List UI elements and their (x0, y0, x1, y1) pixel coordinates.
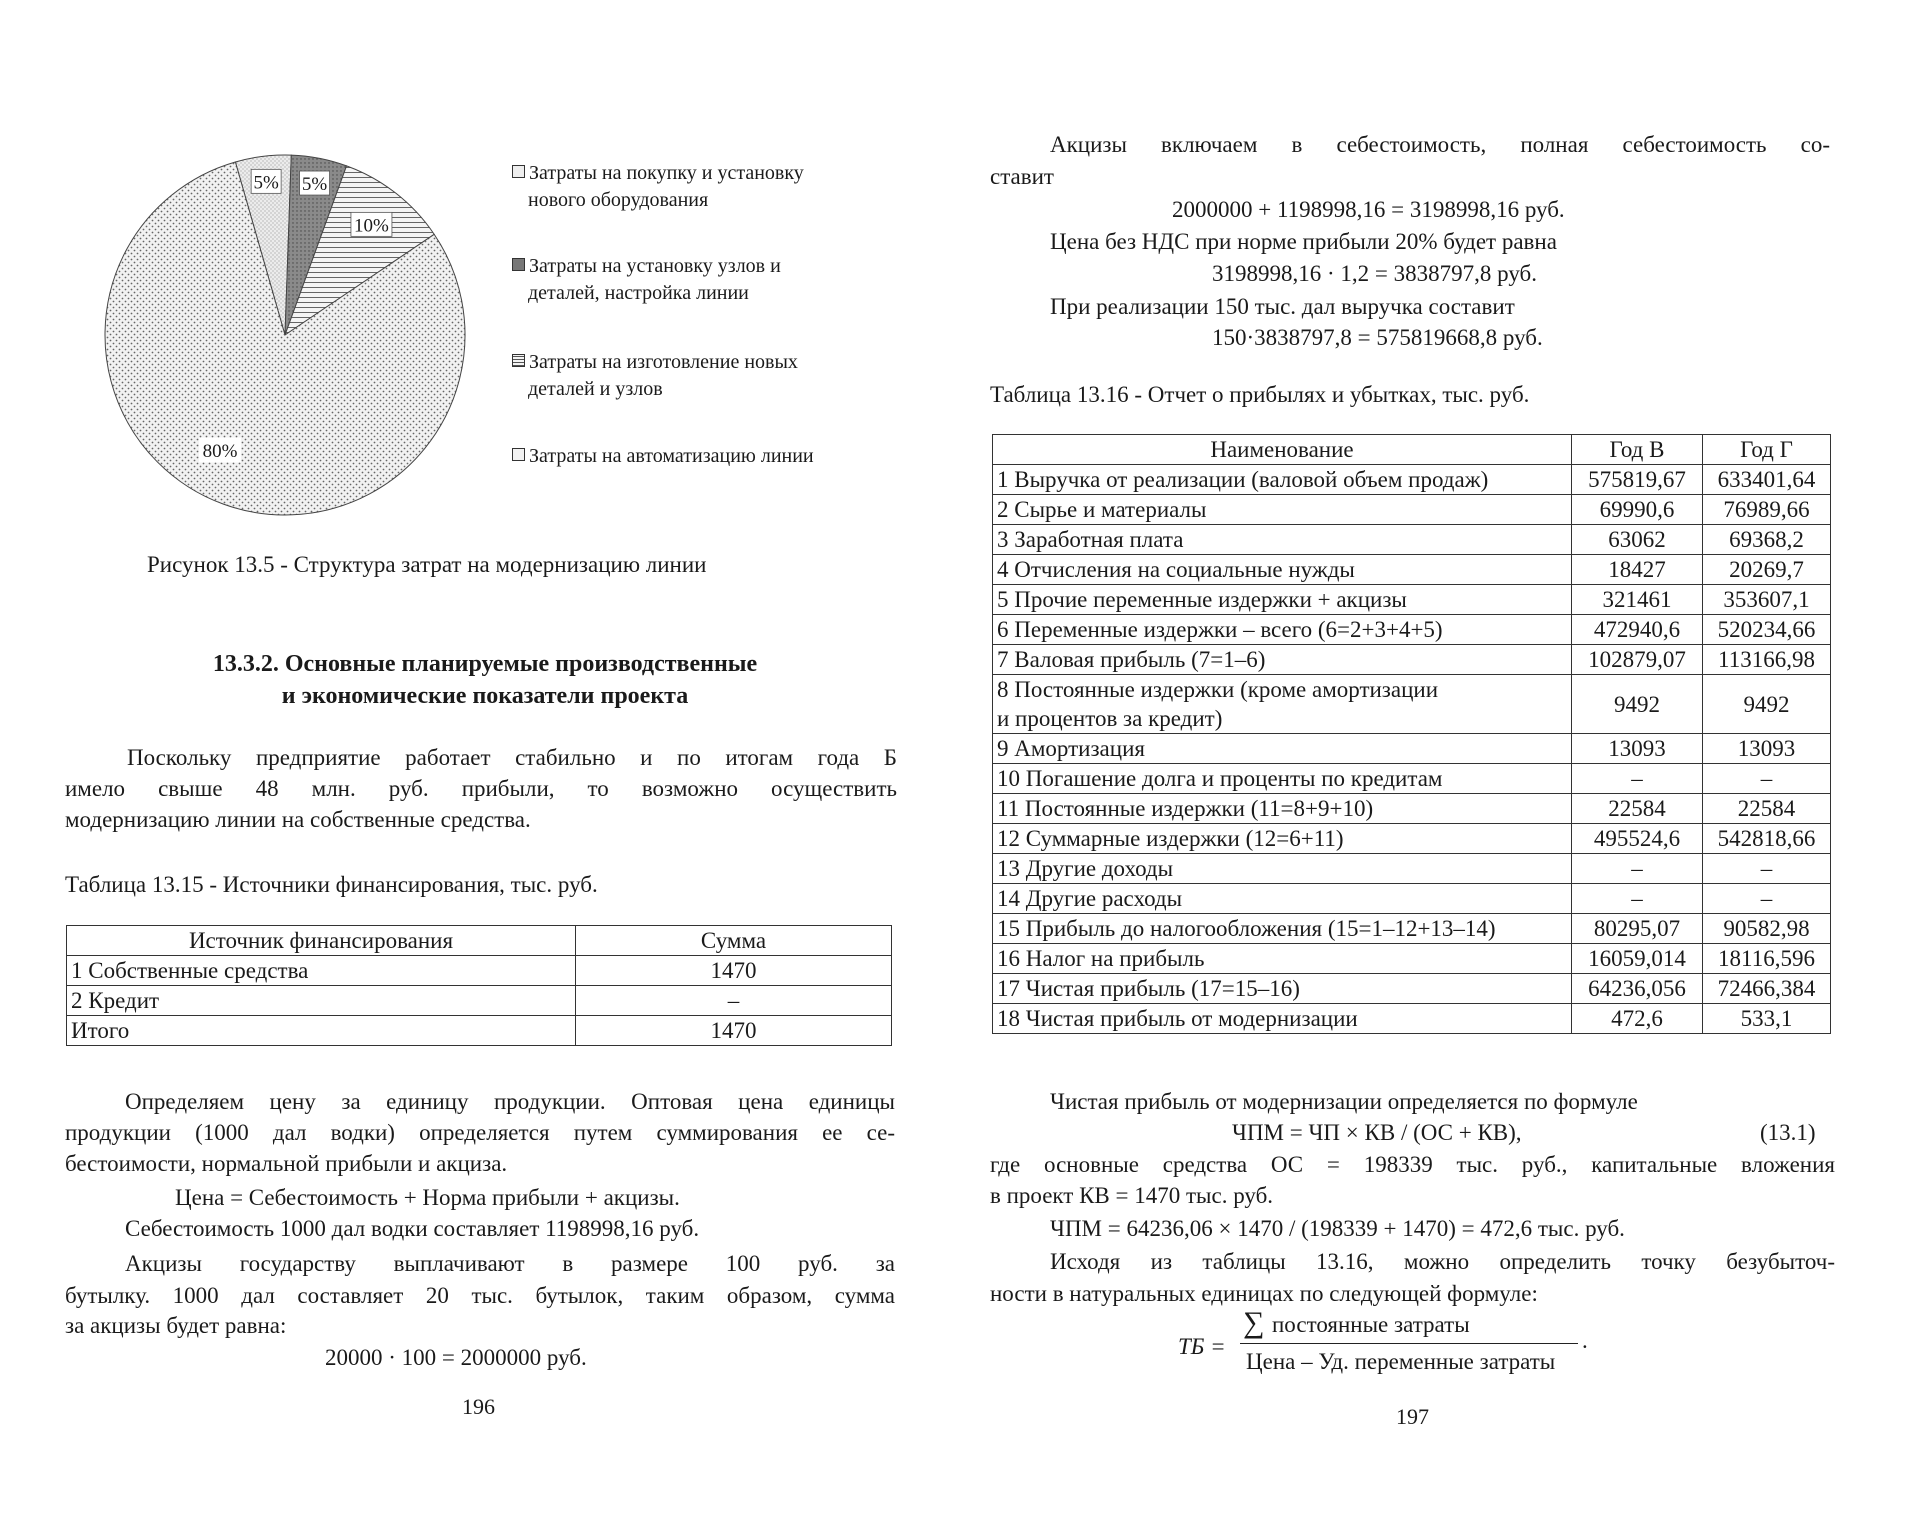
financing-sources-table (66, 925, 892, 1046)
legend-label: Затраты на автоматизацию линии (529, 445, 814, 467)
table-row (993, 734, 1831, 764)
table-cell: 10 Погашение долга и проценты по кредитам (993, 764, 1572, 794)
fraction-bar (1240, 1343, 1578, 1344)
paragraph-line: Цена без НДС при норме прибыли 20% будет равна (1050, 229, 1557, 254)
paragraph-line: бутылку. 1000 дал составляет 20 тыс. бутылок, таким образом, сумма (65, 1283, 895, 1308)
legend-label: Затраты на изготовление новых (529, 351, 798, 373)
section-heading (60, 648, 910, 712)
table-row (993, 854, 1831, 884)
table-cell: 80295,07 (1572, 914, 1703, 944)
table-cell: 13093 (1703, 734, 1831, 764)
figure-caption: Рисунок 13.5 - Структура затрат на модернизацию линии (147, 552, 707, 577)
column-header: Наименование (993, 435, 1572, 465)
table-cell: 9 Амортизация (993, 734, 1572, 764)
formula-line: 3198998,16 · 1,2 = 3838797,8 руб. (1212, 261, 1537, 286)
table-cell: 575819,67 (1572, 465, 1703, 495)
table-row (993, 675, 1831, 734)
paragraph-line: бестоимости, нормальной прибыли и акциза. (65, 1151, 508, 1176)
table-row (993, 615, 1831, 645)
paragraph-line: Определяем цену за единицу продукции. Оптовая цена единицы (125, 1089, 895, 1114)
table-cell: 113166,98 (1703, 645, 1831, 675)
legend-swatch (512, 258, 525, 271)
pie-label: 5% (301, 174, 328, 196)
table-cell: 1 Собственные средства (67, 956, 576, 986)
pie-slices (105, 155, 465, 515)
table-cell: 5 Прочие переменные издержки + акцизы (993, 585, 1572, 615)
table-cell: 12 Суммарные издержки (12=6+11) (993, 824, 1572, 854)
paragraph-line: ности в натуральных единицах по следующей формуле: (990, 1281, 1538, 1306)
table-cell: 18 Чистая прибыль от модернизации (993, 1004, 1572, 1034)
table-row (993, 585, 1831, 615)
table-cell: 353607,1 (1703, 585, 1831, 615)
formula-numerator: постоянные затраты (1272, 1312, 1470, 1337)
table-row (993, 884, 1831, 914)
paragraph-line: Акцизы включаем в себестоимость, полная себестоимость со- (1050, 132, 1830, 157)
page-number: 196 (462, 1394, 495, 1419)
section-heading-line: 13.3.2. Основные планируемые производственные (212, 651, 758, 677)
table-cell: 64236,056 (1572, 974, 1703, 1004)
table-cell: 13 Другие доходы (993, 854, 1572, 884)
paragraph-line: ставит (990, 164, 1054, 189)
formula-end: . (1582, 1328, 1588, 1353)
formula-number: (13.1) (1760, 1120, 1816, 1145)
table-row (993, 1004, 1831, 1034)
paragraph-line: При реализации 150 тыс. дал выручка составит (1050, 294, 1515, 319)
column-header: Год В (1572, 435, 1703, 465)
table-cell: 15 Прибыль до налогообложения (15=1–12+13–14) (993, 914, 1572, 944)
table-cell: 7 Валовая прибыль (7=1–6) (993, 645, 1572, 675)
table-header-row (993, 435, 1831, 465)
table-cell: 542818,66 (1703, 824, 1831, 854)
table-cell: – (1572, 764, 1703, 794)
table-cell: 16 Налог на прибыль (993, 944, 1572, 974)
legend-item-equipment (512, 160, 804, 214)
paragraph-line: модернизацию линии на собственные средства. (65, 807, 531, 832)
paragraph-line: Чистая прибыль от модернизации определяется по формуле (1050, 1089, 1638, 1114)
table-cell-line: и процентов за кредит) (997, 706, 1223, 731)
table-title: Таблица 13.16 - Отчет о прибылях и убытках, тыс. руб. (990, 382, 1530, 407)
table-cell: 63062 (1572, 525, 1703, 555)
formula-lhs: ТБ = (1178, 1334, 1226, 1359)
table-cell: 18427 (1572, 555, 1703, 585)
table-row (993, 525, 1831, 555)
table-cell: 1 Выручка от реализации (валовой объем продаж) (993, 465, 1572, 495)
table-cell: – (1572, 884, 1703, 914)
table-row (993, 914, 1831, 944)
cost-structure-pie-chart (100, 150, 470, 520)
table-cell: 13093 (1572, 734, 1703, 764)
table-row (993, 764, 1831, 794)
table-cell: 22584 (1703, 794, 1831, 824)
table-cell: 102879,07 (1572, 645, 1703, 675)
formula-line: 2000000 + 1198998,16 = 3198998,16 руб. (1172, 197, 1565, 222)
column-header: Сумма (576, 926, 892, 956)
right-page (950, 0, 1905, 1533)
table-cell: – (1703, 854, 1831, 884)
table-cell: 9492 (1572, 675, 1703, 734)
formula-line: ЧПМ = 64236,06 × 1470 / (198339 + 1470) = 472,6 тыс. руб. (1050, 1216, 1625, 1241)
legend-swatch (512, 165, 525, 178)
table-cell: – (1703, 884, 1831, 914)
formula-excise: 20000 · 100 = 2000000 руб. (325, 1345, 587, 1370)
table-row (67, 986, 892, 1016)
pie-label: 10% (354, 215, 389, 237)
table-cell: 9492 (1703, 675, 1831, 734)
pie-label: 5% (253, 172, 279, 194)
table-cell: Итого (67, 1016, 576, 1046)
legend-label: деталей и узлов (528, 378, 663, 400)
formula-line: ЧПМ = ЧП × КВ / (ОС + КВ), (1232, 1120, 1522, 1145)
table-cell: 11 Постоянные издержки (11=8+9+10) (993, 794, 1572, 824)
table-title: Таблица 13.15 - Источники финансирования, тыс. руб. (65, 872, 598, 897)
table-cell: 633401,64 (1703, 465, 1831, 495)
table-cell: 20269,7 (1703, 555, 1831, 585)
profit-loss-table (992, 434, 1831, 1034)
table-row (993, 974, 1831, 1004)
paragraph-line: в проект КВ = 1470 тыс. руб. (990, 1183, 1274, 1208)
table-row (993, 495, 1831, 525)
pie-label: 80% (202, 441, 238, 462)
table-row (67, 956, 892, 986)
legend-swatch (512, 354, 525, 367)
table-cell: 1470 (576, 956, 892, 986)
paragraph-line: Исходя из таблицы 13.16, можно определить точку безубыточ- (1050, 1249, 1835, 1274)
table-row (67, 1016, 892, 1046)
table-cell: 90582,98 (1703, 914, 1831, 944)
table-row (993, 465, 1831, 495)
legend-label: Затраты на установку узлов и (529, 255, 781, 277)
table-cell: 3 Заработная плата (993, 525, 1572, 555)
table-header-row (67, 926, 892, 956)
formula-price: Цена = Себестоимость + Норма прибыли + акцизы. (175, 1185, 680, 1210)
table-cell: 72466,384 (1703, 974, 1831, 1004)
table-cell: – (1572, 854, 1703, 884)
table-cell: 18116,596 (1703, 944, 1831, 974)
page-number: 197 (1396, 1404, 1429, 1429)
table-cell: 533,1 (1703, 1004, 1831, 1034)
table-cell: 17 Чистая прибыль (17=15–16) (993, 974, 1572, 1004)
paragraph-line: продукции (1000 дал водки) определяется путем суммирования ее се- (65, 1120, 895, 1145)
table-cell: 16059,014 (1572, 944, 1703, 974)
legend-label: нового оборудования (528, 189, 709, 211)
table-cell: 6 Переменные издержки – всего (6=2+3+4+5) (993, 615, 1572, 645)
table-cell: 495524,6 (1572, 824, 1703, 854)
left-page (0, 0, 950, 1533)
paragraph-line: Себестоимость 1000 дал водки составляет 1198998,16 руб. (125, 1216, 700, 1241)
table-cell: 4 Отчисления на социальные нужды (993, 555, 1572, 585)
table-cell: 14 Другие расходы (993, 884, 1572, 914)
table-row (993, 944, 1831, 974)
table-cell: 69368,2 (1703, 525, 1831, 555)
table-row (993, 645, 1831, 675)
table-cell: – (1703, 764, 1831, 794)
table-cell: – (576, 986, 892, 1016)
table-row (993, 794, 1831, 824)
paragraph-line: Поскольку предприятие работает стабильно и по итогам года Б (127, 745, 897, 770)
table-cell: 321461 (1572, 585, 1703, 615)
table-cell: 520234,66 (1703, 615, 1831, 645)
formula-line: 150·3838797,8 = 575819668,8 руб. (1212, 325, 1543, 350)
table-cell: 76989,66 (1703, 495, 1831, 525)
legend-item-installation (512, 253, 781, 307)
table-row (993, 824, 1831, 854)
paragraph-line: Акцизы государству выплачивают в размере 100 руб. за (125, 1251, 895, 1276)
column-header: Год Г (1703, 435, 1831, 465)
table-cell: 22584 (1572, 794, 1703, 824)
legend-item-automation (512, 443, 814, 470)
table-cell: 472940,6 (1572, 615, 1703, 645)
legend-item-new-parts (512, 349, 798, 403)
table-cell: 1470 (576, 1016, 892, 1046)
legend-swatch (512, 448, 525, 461)
table-cell: 69990,6 (1572, 495, 1703, 525)
paragraph-line: где основные средства ОС = 198339 тыс. руб., капитальные вложения (990, 1152, 1835, 1177)
paragraph-line: имело свыше 48 млн. руб. прибыли, то возможно осуществить (65, 776, 897, 801)
table-cell-line: 8 Постоянные издержки (кроме амортизации (997, 677, 1439, 702)
column-header: Источник финансирования (67, 926, 576, 956)
formula-denominator: Цена – Уд. переменные затраты (1246, 1349, 1556, 1374)
table-cell: 2 Кредит (67, 986, 576, 1016)
section-heading-line: и экономические показатели проекта (281, 683, 689, 709)
legend-label: Затраты на покупку и установку (529, 162, 804, 184)
sum-sign: ∑ (1243, 1306, 1265, 1339)
table-cell (993, 675, 1572, 734)
table-cell: 472,6 (1572, 1004, 1703, 1034)
table-row (993, 555, 1831, 585)
paragraph-line: за акцизы будет равна: (65, 1313, 287, 1338)
legend-label: деталей, настройка линии (528, 282, 749, 304)
table-cell: 2 Сырье и материалы (993, 495, 1572, 525)
